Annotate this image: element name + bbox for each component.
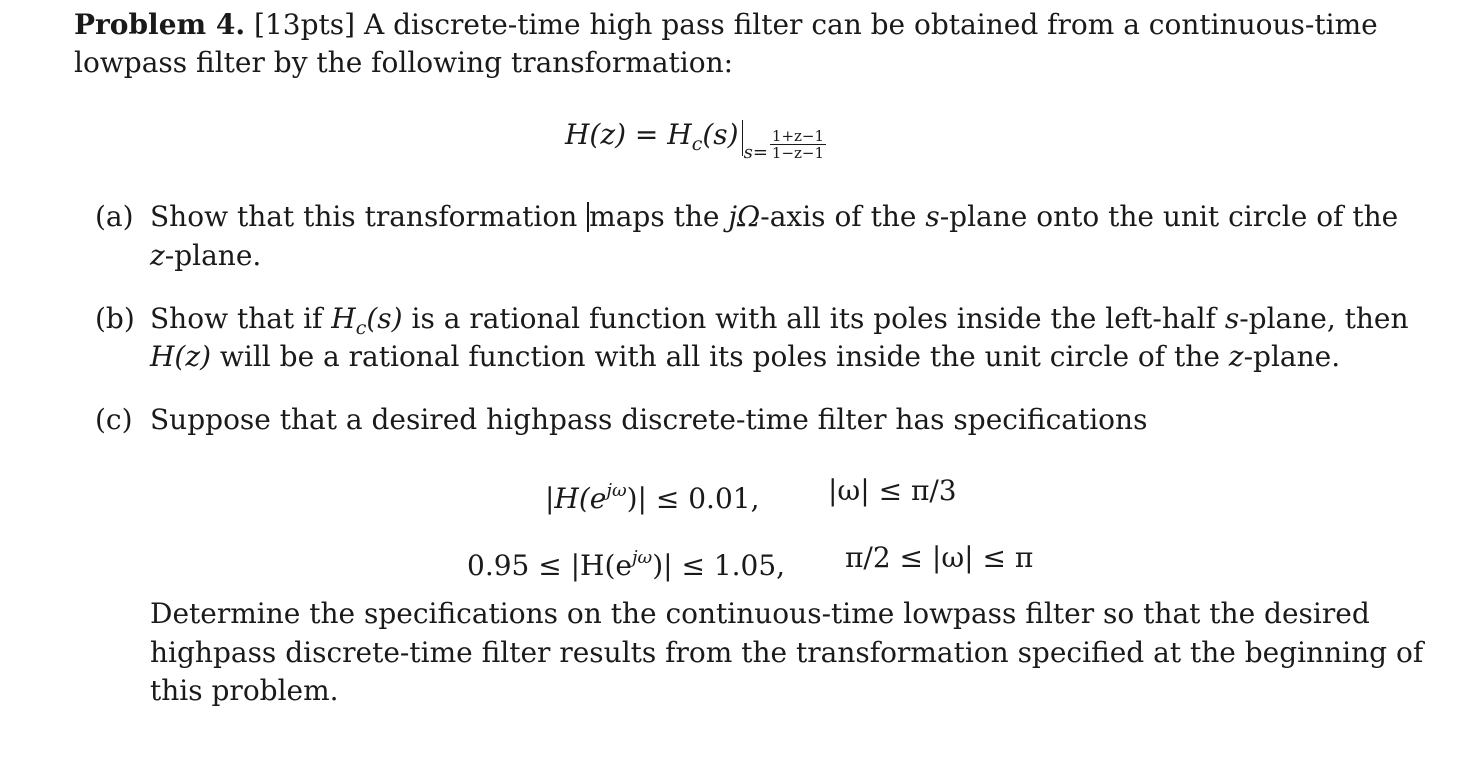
part-c-body-line-2: highpass discrete-time filter results from the transformation specified at the beginning of xyxy=(150,636,1424,669)
problem-intro-line-1 xyxy=(74,8,1378,42)
part-b-H-arg: (s) xyxy=(366,302,403,335)
spec-2-left-sup: jω xyxy=(631,547,653,568)
part-a-line-2 xyxy=(150,239,261,273)
spec-2-left xyxy=(467,541,785,583)
part-b-text-2: is a rational function with all its poles inside the left-half xyxy=(402,302,1225,335)
part-a-text-4: -plane onto the unit circle of the xyxy=(939,200,1399,233)
spec-1-left xyxy=(545,474,760,516)
eq-lhs-sub: c xyxy=(691,133,703,155)
spec-1-left-b: )| ≤ 0.01, xyxy=(626,482,760,515)
part-b-z: z xyxy=(1228,340,1244,373)
eq-fraction-denominator: 1−z−1 xyxy=(771,144,825,162)
part-a-text-2: maps the xyxy=(589,200,729,233)
part-b-text-3: -plane, then xyxy=(1239,302,1409,335)
problem-heading: Problem 4. xyxy=(74,8,246,41)
spec-1-left-sup: jω xyxy=(606,480,627,501)
part-c-body-line-1: Determine the specifications on the continuous-time lowpass filter so that the desired xyxy=(150,597,1370,630)
spec-2-left-b: )| ≤ 1.05, xyxy=(652,549,786,582)
spec-2-left-a: 0.95 ≤ |H(e xyxy=(467,549,632,582)
part-b-Hz: H(z) xyxy=(150,340,212,373)
part-b-line-1 xyxy=(150,302,1409,345)
problem-intro-text-2: lowpass filter by the following transformation: xyxy=(74,46,734,79)
part-c-body-line-3: this problem. xyxy=(150,674,339,707)
part-a-line-1 xyxy=(150,200,1398,234)
part-a-label: (a) xyxy=(95,200,134,233)
eq-lhs: H(z) = H xyxy=(565,118,692,151)
part-a-text-5: -plane. xyxy=(164,239,262,272)
part-a-s: s xyxy=(925,200,940,233)
eq-eval-var: s= xyxy=(743,142,768,163)
part-c-label: (c) xyxy=(95,403,133,436)
part-a-z: z xyxy=(150,239,165,272)
eq-lhs-tail: (s) xyxy=(702,118,739,151)
part-b-text-5: -plane. xyxy=(1243,340,1341,373)
part-c-line-1: Suppose that a desired highpass discrete-time filter has specifications xyxy=(150,403,1148,436)
part-b-label: (b) xyxy=(95,302,135,335)
problem-intro-text-1: A discrete-time high pass filter can be obtained from a continuous-time xyxy=(363,8,1378,41)
problem-intro-line-2 xyxy=(74,46,733,80)
part-b-text-4: will be a rational function with all its poles inside the unit circle of the xyxy=(211,340,1229,373)
spec-2-right: π/2 ≤ |ω| ≤ π xyxy=(845,541,1034,574)
spec-1-left-a: |H(e xyxy=(545,482,607,515)
spec-1-right: |ω| ≤ π/3 xyxy=(828,474,957,507)
part-a-jomega: jΩ xyxy=(728,200,761,233)
part-b-s: s xyxy=(1224,302,1240,335)
eq-fraction-numerator: 1+z−1 xyxy=(771,127,825,145)
transform-equation xyxy=(565,118,826,170)
part-b-H: H xyxy=(331,302,356,335)
evaluation-bar xyxy=(742,120,743,156)
part-b-H-sub: c xyxy=(355,317,367,339)
part-b-line-2 xyxy=(150,340,1340,374)
problem-points: [13pts] xyxy=(254,8,356,41)
part-a-text-1: Show that this transformation xyxy=(150,200,587,233)
part-a-text-3: -axis of the xyxy=(760,200,926,233)
part-b-text-1: Show that if xyxy=(150,302,332,335)
eq-fraction xyxy=(770,128,826,161)
